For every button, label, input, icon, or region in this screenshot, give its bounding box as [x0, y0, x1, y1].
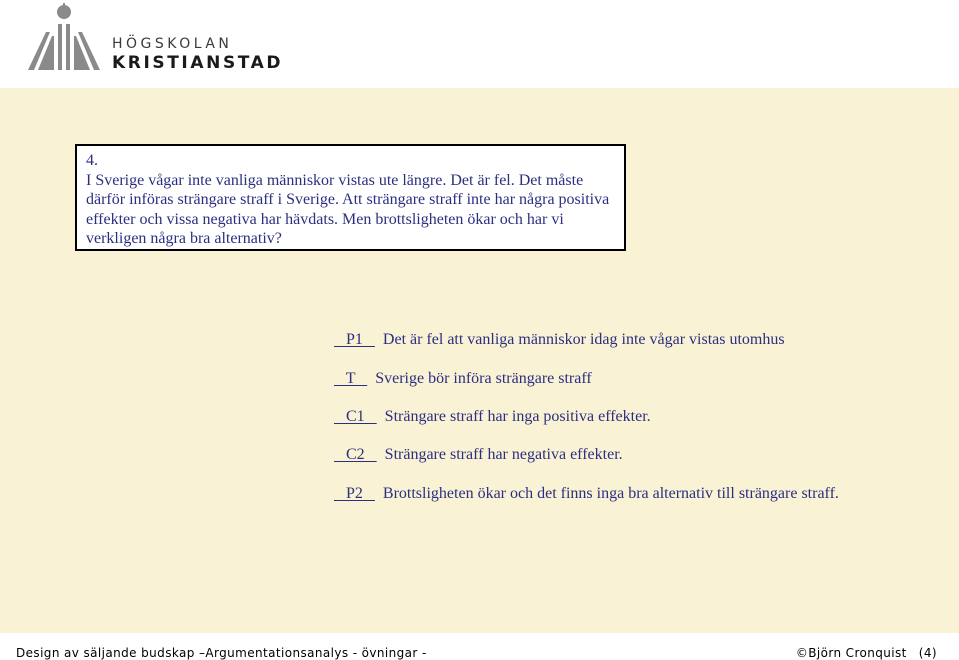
question-line: I Sverige vågar inte vanliga människor vistas ute längre. Det är fel. Det måste	[86, 171, 584, 189]
argument-text: Brottsligheten ökar och det finns inga bra alternativ till strängare straff.	[382, 485, 839, 502]
logo-text-kristianstad: KRISTIANSTAD	[112, 53, 284, 73]
footer-author	[796, 646, 937, 660]
question-box	[75, 144, 626, 251]
logo-text-hogskolan: HÖGSKOLAN	[112, 36, 233, 52]
question-line: verkligen några bra alternativ?	[86, 230, 282, 247]
footer-copyright: ©Björn Cronquist	[795, 646, 907, 660]
question-line: därför införas strängare straff i Sverige. Att strängare straff inte har några positiva	[86, 191, 610, 208]
footer-title: Design av säljande budskap –Argumentationsanalys - övningar -	[16, 646, 427, 660]
question-number: 4.	[86, 152, 98, 169]
argument-item-p1	[334, 331, 785, 349]
header	[0, 0, 959, 88]
hogskolan-logo-icon	[24, 2, 104, 72]
question-line: effekter och vissa negativa har hävdats. Men brottsligheten ökar och har vi	[86, 210, 564, 228]
argument-code: C1	[334, 408, 377, 425]
page-number: (4)	[918, 646, 937, 660]
argument-item-p2	[334, 485, 839, 503]
argument-code: P1	[334, 331, 375, 348]
argument-text: Det är fel att vanliga människor idag inte vågar vistas utomhus	[382, 331, 785, 348]
argument-text: Strängare straff har inga positiva effekter.	[384, 408, 651, 425]
argument-text: Strängare straff har negativa effekter.	[384, 446, 623, 463]
slide-content	[0, 88, 959, 633]
argument-item-c2	[334, 446, 623, 464]
argument-item-c1	[334, 408, 651, 426]
argument-code: C2	[334, 446, 377, 463]
argument-code: P2	[334, 485, 375, 502]
argument-text: Sverige bör införa strängare straff	[375, 370, 592, 387]
footer	[0, 633, 959, 660]
argument-item-t	[334, 370, 592, 388]
argument-code: T	[334, 370, 368, 387]
